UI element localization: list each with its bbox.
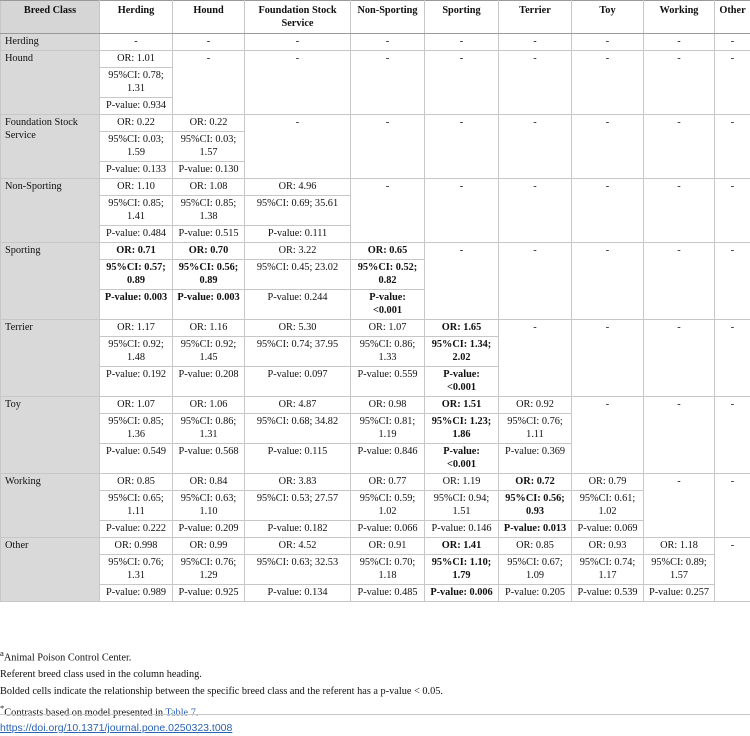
table-cell-or: OR: 0.85	[499, 538, 572, 555]
table-cell-p: P-value: 0.006	[425, 585, 499, 602]
table-cell-or: OR: 0.72	[499, 474, 572, 491]
table-cell-or: OR: 1.01	[100, 51, 173, 68]
table-cell-or: OR: 1.10	[100, 179, 173, 196]
empty-cell: -	[572, 243, 644, 320]
table-cell-or: OR: 4.87	[245, 397, 351, 414]
table-cell-p: P-value: 0.539	[572, 585, 644, 602]
empty-cell: -	[644, 51, 715, 115]
empty-cell: -	[425, 51, 499, 115]
table-cell-or: OR: 1.18	[644, 538, 715, 555]
table-cell-ci: 95%CI: 0.69; 35.61	[245, 196, 351, 226]
empty-cell: -	[245, 34, 351, 51]
table-cell-p: P-value: 0.222	[100, 521, 173, 538]
table-cell-ci: 95%CI: 0.89; 1.57	[644, 555, 715, 585]
empty-cell: -	[425, 115, 499, 179]
table-row-toy-or	[1, 397, 750, 414]
empty-cell: -	[644, 243, 715, 320]
empty-cell: -	[351, 51, 425, 115]
table-cell-or: OR: 4.52	[245, 538, 351, 555]
table-cell-p: P-value: 0.846	[351, 444, 425, 474]
table-row-non-sporting-or	[1, 179, 750, 196]
table-cell-p: P-value: 0.989	[100, 585, 173, 602]
empty-cell: -	[425, 243, 499, 320]
table-cell-or: OR: 0.84	[173, 474, 245, 491]
table-cell-p: P-value: 0.130	[173, 162, 245, 179]
table-row-terrier-or	[1, 320, 750, 337]
table-cell-p: P-value: 0.111	[245, 226, 351, 243]
table-cell-ci: 95%CI: 0.53; 27.57	[245, 491, 351, 521]
empty-cell: -	[644, 397, 715, 474]
column-header-non-sporting: Non-Sporting	[351, 1, 425, 34]
footnote-contrasts	[0, 700, 750, 721]
table-cell-ci: 95%CI: 0.57; 0.89	[100, 260, 173, 290]
table-cell-ci: 95%CI: 0.74; 1.17	[572, 555, 644, 585]
table-cell-ci: 95%CI: 0.65; 1.11	[100, 491, 173, 521]
table-cell-or: OR: 1.41	[425, 538, 499, 555]
column-header-hound: Hound	[173, 1, 245, 34]
empty-cell: -	[425, 179, 499, 243]
table-cell-or: OR: 0.99	[173, 538, 245, 555]
table-cell-or: OR: 0.98	[351, 397, 425, 414]
empty-cell: -	[572, 179, 644, 243]
empty-cell: -	[100, 34, 173, 51]
table-row-sporting-or	[1, 243, 750, 260]
footnote-referent: Referent breed class used in the column heading.	[0, 669, 202, 681]
table-cell-p: P-value: 0.925	[173, 585, 245, 602]
row-header-toy: Toy	[1, 397, 100, 474]
header-row	[1, 1, 750, 34]
footnote-bolded: Bolded cells indicate the relationship between the specific breed class and the referent has a p-value < 0.05.	[0, 686, 443, 698]
table-cell-ci: 95%CI: 0.92; 1.48	[100, 337, 173, 367]
table-cell-ci: 95%CI: 0.03; 1.57	[173, 132, 245, 162]
table-cell-or: OR: 0.71	[100, 243, 173, 260]
table-cell-ci: 95%CI: 0.67; 1.09	[499, 555, 572, 585]
table-cell-ci: 95%CI: 0.92; 1.45	[173, 337, 245, 367]
row-header-foundation-stock-service: Foundation Stock Service	[1, 115, 100, 179]
row-header-non-sporting: Non-Sporting	[1, 179, 100, 243]
table-cell-ci: 95%CI: 0.63; 32.53	[245, 555, 351, 585]
table-cell-or: OR: 1.17	[100, 320, 173, 337]
table-cell-p: P-value: 0.192	[100, 367, 173, 397]
table-cell-p: P-value: 0.549	[100, 444, 173, 474]
column-header-other: Other	[715, 1, 750, 34]
empty-cell: -	[351, 34, 425, 51]
table-cell-ci: 95%CI: 0.85; 1.41	[100, 196, 173, 226]
row-header-working: Working	[1, 474, 100, 538]
column-header-toy: Toy	[572, 1, 644, 34]
empty-cell: -	[499, 51, 572, 115]
table-cell-p: P-value: 0.934	[100, 98, 173, 115]
empty-cell: -	[572, 115, 644, 179]
table-cell-p: P-value: 0.115	[245, 444, 351, 474]
table-cell-or: OR: 0.91	[351, 538, 425, 555]
empty-cell: -	[644, 115, 715, 179]
divider	[0, 714, 750, 715]
table-cell-ci: 95%CI: 0.56; 0.89	[173, 260, 245, 290]
footnote-a-text: Animal Poison Control Center.	[3, 652, 132, 664]
table-cell-ci: 95%CI: 1.10; 1.79	[425, 555, 499, 585]
table-cell-p: P-value: 0.069	[572, 521, 644, 538]
table-cell-or: OR: 5.30	[245, 320, 351, 337]
table-cell-or: OR: 0.22	[173, 115, 245, 132]
column-header-terrier: Terrier	[499, 1, 572, 34]
table-cell-ci: 95%CI: 0.70; 1.18	[351, 555, 425, 585]
empty-cell: -	[499, 34, 572, 51]
table-cell-ci: 95%CI: 0.63; 1.10	[173, 491, 245, 521]
table-cell-or: OR: 0.92	[499, 397, 572, 414]
table-cell-or: OR: 0.998	[100, 538, 173, 555]
table-row-herding	[1, 34, 750, 51]
empty-cell: -	[715, 320, 750, 397]
empty-cell: -	[499, 320, 572, 397]
table-cell-ci: 95%CI: 0.76; 1.29	[173, 555, 245, 585]
table-cell-or: OR: 1.51	[425, 397, 499, 414]
table-cell-or: OR: 1.07	[100, 397, 173, 414]
table-row-other-p	[1, 585, 750, 602]
table-cell-p: P-value: 0.205	[499, 585, 572, 602]
table-row-other-or	[1, 538, 750, 555]
table-cell-ci: 95%CI: 0.94; 1.51	[425, 491, 499, 521]
table-cell-or: OR: 0.85	[100, 474, 173, 491]
row-header-herding: Herding	[1, 34, 100, 51]
table-cell-or: OR: 1.65	[425, 320, 499, 337]
empty-cell: -	[715, 538, 750, 602]
table-cell-p: P-value: 0.244	[245, 290, 351, 320]
empty-cell: -	[572, 34, 644, 51]
table-cell-p: P-value: 0.369	[499, 444, 572, 474]
table-cell-ci: 95%CI: 0.74; 37.95	[245, 337, 351, 367]
empty-cell: -	[245, 51, 351, 115]
empty-cell: -	[715, 397, 750, 474]
table-cell-ci: 95%CI: 0.59; 1.02	[351, 491, 425, 521]
table-cell-or: OR: 0.70	[173, 243, 245, 260]
empty-cell: -	[499, 179, 572, 243]
table-cell-p: P-value: 0.208	[173, 367, 245, 397]
row-header-sporting: Sporting	[1, 243, 100, 320]
table-cell-p: P-value: 0.097	[245, 367, 351, 397]
empty-cell: -	[572, 51, 644, 115]
table-cell-p: P-value: 0.257	[644, 585, 715, 602]
table-cell-p: P-value: 0.568	[173, 444, 245, 474]
table-cell-p: P-value: 0.066	[351, 521, 425, 538]
table-cell-ci: 95%CI: 1.23; 1.86	[425, 414, 499, 444]
empty-cell: -	[173, 51, 245, 115]
empty-cell: -	[644, 34, 715, 51]
footnote-contrasts-text: Contrasts based on model presented in	[4, 707, 166, 719]
table-row-other-ci	[1, 555, 750, 585]
table-cell-p: P-value: 0.515	[173, 226, 245, 243]
table-cell-ci: 95%CI: 0.68; 34.82	[245, 414, 351, 444]
table-cell-ci: 95%CI: 0.45; 23.02	[245, 260, 351, 290]
table-row-working-or	[1, 474, 750, 491]
row-header-terrier: Terrier	[1, 320, 100, 397]
table-cell-p: P-value: <0.001	[351, 290, 425, 320]
empty-cell: -	[499, 115, 572, 179]
empty-cell: -	[715, 51, 750, 115]
table-cell-or: OR: 0.65	[351, 243, 425, 260]
table-cell-p: P-value: 0.484	[100, 226, 173, 243]
table-cell-p: P-value: 0.485	[351, 585, 425, 602]
table-cell-ci: 95%CI: 0.76; 1.31	[100, 555, 173, 585]
table-cell-p: P-value: 0.134	[245, 585, 351, 602]
table-cell-p: P-value: 0.003	[173, 290, 245, 320]
table-row-working-ci	[1, 491, 750, 521]
table-cell-or: OR: 1.07	[351, 320, 425, 337]
table-cell-p: P-value: 0.013	[499, 521, 572, 538]
table-cell-ci: 95%CI: 0.78; 1.31	[100, 68, 173, 98]
column-header-sporting: Sporting	[425, 1, 499, 34]
table-cell-or: OR: 1.08	[173, 179, 245, 196]
table-cell-p: P-value: <0.001	[425, 444, 499, 474]
table-cell-or: OR: 1.16	[173, 320, 245, 337]
empty-cell: -	[351, 115, 425, 179]
corner-header: Breed Class	[1, 1, 100, 34]
empty-cell: -	[644, 474, 715, 538]
table-cell-p: P-value: 0.146	[425, 521, 499, 538]
doi-link[interactable]: https://doi.org/10.1371/journal.pone.0250323.t008	[0, 722, 233, 734]
table-cell-or: OR: 0.93	[572, 538, 644, 555]
row-header-hound: Hound	[1, 51, 100, 115]
footnote-marker-star: *	[0, 703, 5, 714]
table-row-hound-or	[1, 51, 750, 68]
table-cell-ci: 95%CI: 0.85; 1.38	[173, 196, 245, 226]
empty-cell: -	[715, 34, 750, 51]
empty-cell: -	[715, 474, 750, 538]
table-cell-or: OR: 0.77	[351, 474, 425, 491]
table-cell-ci: 95%CI: 1.34; 2.02	[425, 337, 499, 367]
table-cell-ci: 95%CI: 0.52; 0.82	[351, 260, 425, 290]
empty-cell: -	[572, 397, 644, 474]
table-cell-or: OR: 3.83	[245, 474, 351, 491]
empty-cell: -	[644, 179, 715, 243]
table-cell-ci: 95%CI: 0.56; 0.93	[499, 491, 572, 521]
table-footnotes	[0, 645, 750, 722]
table-cell-p: P-value: 0.003	[100, 290, 173, 320]
table-cell-or: OR: 0.79	[572, 474, 644, 491]
table-cell-p: P-value: 0.209	[173, 521, 245, 538]
table-cell-p: P-value: <0.001	[425, 367, 499, 397]
column-header-working: Working	[644, 1, 715, 34]
table-row-foundation-stock-service-or	[1, 115, 750, 132]
column-header-foundation-stock-service: Foundation Stock Service	[245, 1, 351, 34]
table-row-working-p	[1, 521, 750, 538]
table-cell-ci: 95%CI: 0.81; 1.19	[351, 414, 425, 444]
table-cell-ci: 95%CI: 0.76; 1.11	[499, 414, 572, 444]
table-cell-p: P-value: 0.133	[100, 162, 173, 179]
table-cell-or: OR: 1.06	[173, 397, 245, 414]
table-cell-ci: 95%CI: 0.61; 1.02	[572, 491, 644, 521]
row-header-other: Other	[1, 538, 100, 602]
table-cell-ci: 95%CI: 0.86; 1.31	[173, 414, 245, 444]
table-cell-or: OR: 0.22	[100, 115, 173, 132]
table-cell-ci: 95%CI: 0.03; 1.59	[100, 132, 173, 162]
empty-cell: -	[715, 243, 750, 320]
table-cell-or: OR: 3.22	[245, 243, 351, 260]
table-cell-or: OR: 1.19	[425, 474, 499, 491]
table-cell-ci: 95%CI: 0.85; 1.36	[100, 414, 173, 444]
footnote-marker-a: a	[0, 648, 4, 658]
empty-cell: -	[499, 243, 572, 320]
empty-cell: -	[715, 115, 750, 179]
empty-cell: -	[644, 320, 715, 397]
empty-cell: -	[425, 34, 499, 51]
footnote-contrasts-end: .	[195, 707, 199, 719]
empty-cell: -	[245, 115, 351, 179]
table-cell-or: OR: 4.96	[245, 179, 351, 196]
empty-cell: -	[351, 179, 425, 243]
table-cell-p: P-value: 0.559	[351, 367, 425, 397]
table-cell-p: P-value: 0.182	[245, 521, 351, 538]
table-7-link[interactable]: Table 7	[165, 707, 196, 719]
table-cell-ci: 95%CI: 0.86; 1.33	[351, 337, 425, 367]
empty-cell: -	[715, 179, 750, 243]
empty-cell: -	[173, 34, 245, 51]
column-header-herding: Herding	[100, 1, 173, 34]
empty-cell: -	[572, 320, 644, 397]
footnote-a	[0, 645, 750, 666]
